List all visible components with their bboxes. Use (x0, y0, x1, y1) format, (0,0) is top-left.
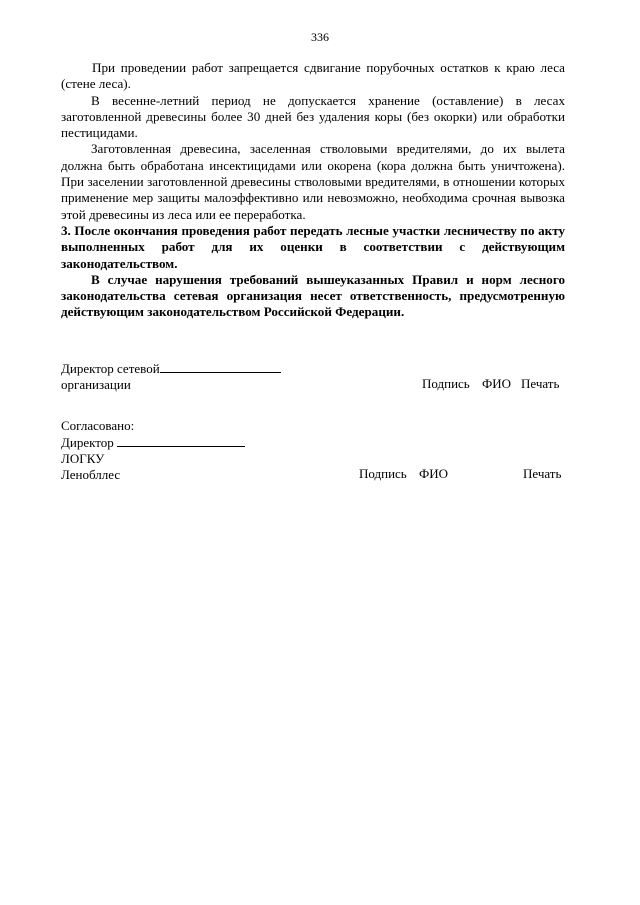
director-label: Директор сетевой (61, 361, 160, 376)
organization-name-line1: ЛОГКУ (61, 451, 105, 466)
signature-label: Подпись (359, 466, 407, 481)
page-number: 336 (311, 30, 329, 44)
paragraph-residues: При проведении работ запрещается сдвигание порубочных остатков к краю леса (стене леса). (61, 60, 565, 92)
paragraph-storage: В весенне-летний период не допускается хранение (оставление) в лесах заготовленной древесины более 30 дней без удаления коры (без окорки) или обработки пестицидами. (61, 92, 565, 141)
section-3-heading: 3. После окончания проведения работ передать лесные участки лесничеству по акту выполненных работ для их оценки в соответствии с действующим законодательством. (61, 222, 565, 271)
signature-line (117, 434, 245, 447)
paragraph-pests: Заготовленная древесина, заселенная стволовыми вредителями, до их вылета должна быть обработана инсектицидами или окорена (кора должна быть уничтожена). При заселении заготовленной древесины стволовыми вредителями, в отношении которых применение мер защиты малоэффективно или невозможно, необходима срочная вывозка этой древесины из леса или ее переработка. (61, 141, 565, 222)
name-label: ФИО (482, 376, 512, 391)
stamp-label: Печать (523, 466, 562, 481)
paragraph-liability: В случае нарушения требований вышеуказанных Правил и норм лесного законодательства сетевая организация несет ответственность, предусмотренную действующим законодательством Российской Федерации. (61, 271, 565, 320)
document-body (61, 60, 565, 321)
signature-fields-row-1 (0, 376, 640, 392)
stamp-label: Печать (521, 376, 560, 391)
name-label: ФИО (419, 466, 449, 481)
signature-fields-row-2 (0, 466, 640, 482)
signature-line (160, 360, 281, 373)
organization-name-line2: Ленобллес (61, 467, 121, 482)
organization-label: организации (61, 377, 131, 392)
agreed-label: Согласовано: (61, 418, 135, 433)
director-label: Директор (61, 435, 114, 450)
signature-label: Подпись (422, 376, 470, 391)
